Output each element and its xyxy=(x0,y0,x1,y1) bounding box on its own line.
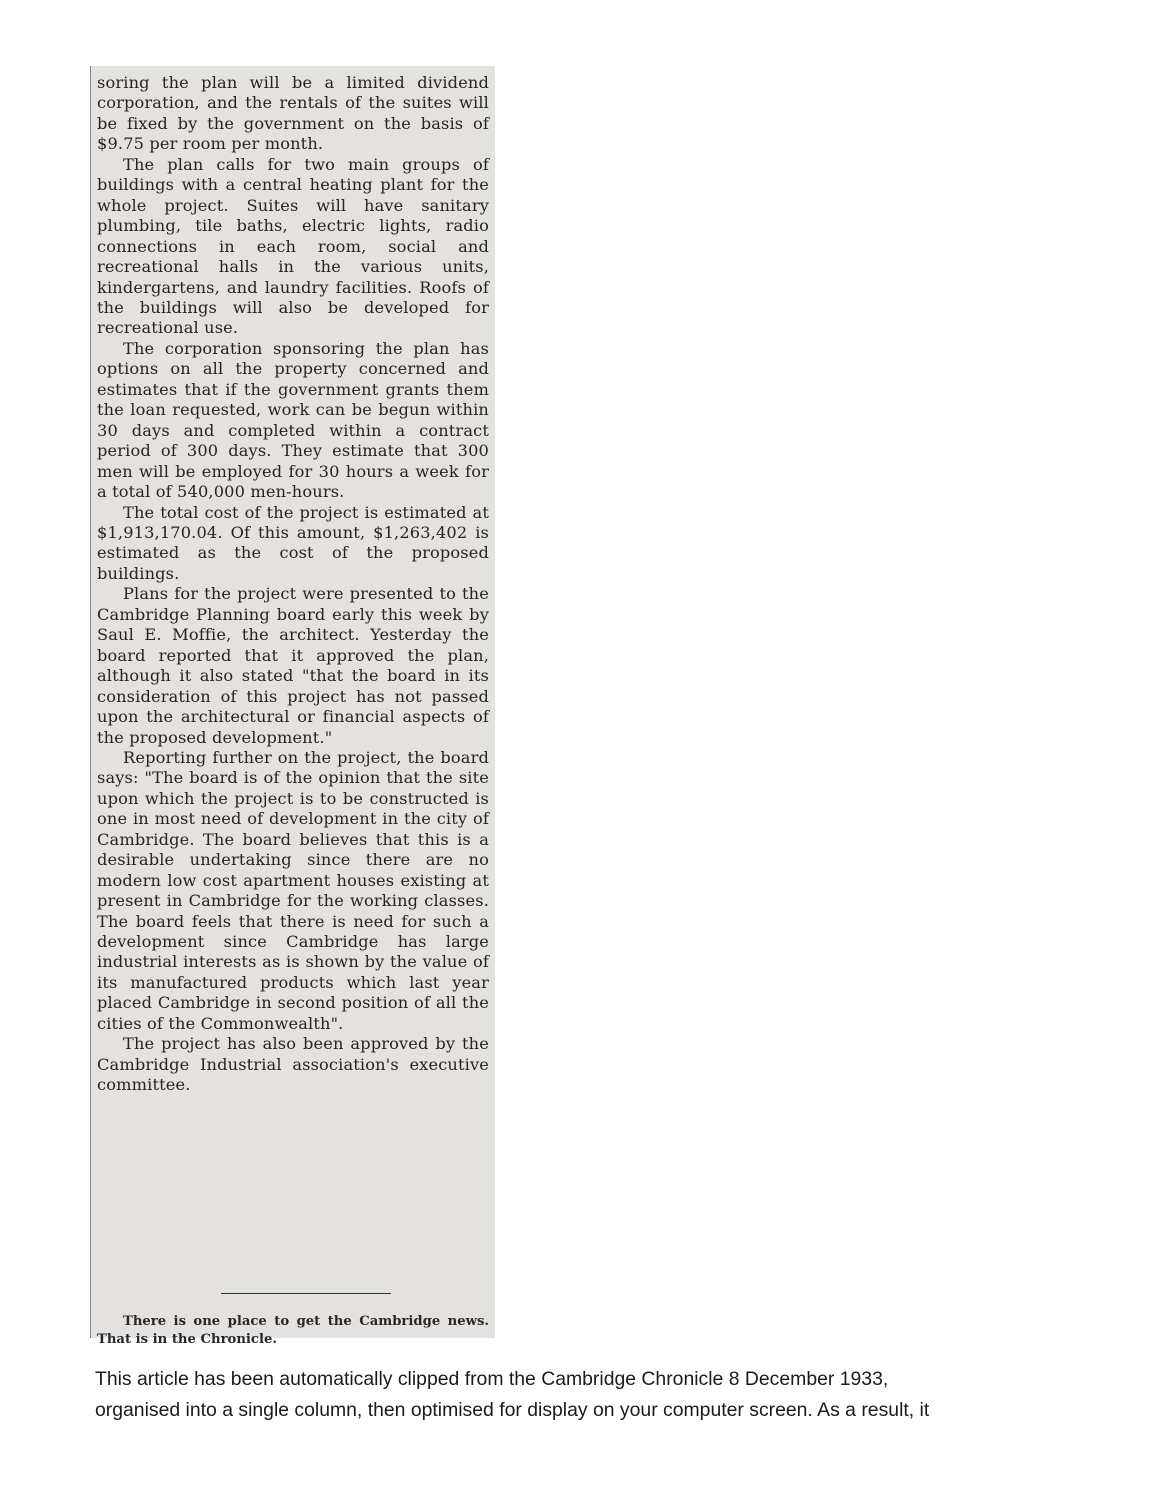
article-paragraph-1: soring the plan will be a limited dividend corporation, and the rentals of the suites will be fixed by the government on the basis of $9.75 per room per month. xyxy=(97,73,489,154)
article-paragraph-6: Reporting further on the project, the board says: "The board is of the opinion that the site upon which the project is to be constructed is one in most need of development in the city of Cambridge. The board believes that this is a desirable undertaking since there are no modern low cost apartment houses existing at present in Cambridge for the working classes. The board feels that there is need for such a development since Cambridge has large industrial interests as is shown by the value of its manufactured products which last year placed Cambridge in second position of all the cities of the Commonwealth". xyxy=(97,747,489,1033)
article-paragraph-2: The plan calls for two main groups of buildings with a central heating plant for the whole project. Suites will have sanitary plumbing, tile baths, electric lights, radio connections in each room, social and recreational halls in the various units, kindergartens, and laundry facilities. Roofs of the buildings will also be developed for recreational use. xyxy=(97,154,489,338)
article-paragraph-4: The total cost of the project is estimated at $1,913,170.04. Of this amount, $1,263,402 is estimated as the cost of the proposed buildings. xyxy=(97,502,489,583)
article-paragraph-5: Plans for the project were presented to the Cambridge Planning board early this week by Saul E. Moffie, the architect. Yesterday the board reported that it approved the plan, although it also stated "that the board in its consideration of this project has not passed upon the architectural or financial aspects of the proposed development." xyxy=(97,584,489,747)
article-paragraph-7: The project has also been approved by the Cambridge Industrial association's executive committee. xyxy=(97,1034,489,1095)
clipping-caption xyxy=(95,1364,1095,1426)
newspaper-clipping xyxy=(90,66,495,1348)
section-divider xyxy=(221,1293,391,1294)
footer-note: There is one place to get the Cambridge news. That is in the Chronicle. xyxy=(97,1314,489,1348)
caption-line-2: organised into a single column, then optimised for display on your computer screen. As a result, it xyxy=(95,1399,930,1421)
article-paragraph-3: The corporation sponsoring the plan has options on all the property concerned and estimates that if the government grants them the loan requested, work can be begun within 30 days and completed within a contract period of 300 days. They estimate that 300 men will be employed for 30 hours a week for a total of 540,000 men-hours. xyxy=(97,338,489,502)
caption-line-1: This article has been automatically clipped from the Cambridge Chronicle 8 December 1933, xyxy=(95,1368,889,1390)
article-body xyxy=(97,73,489,1096)
